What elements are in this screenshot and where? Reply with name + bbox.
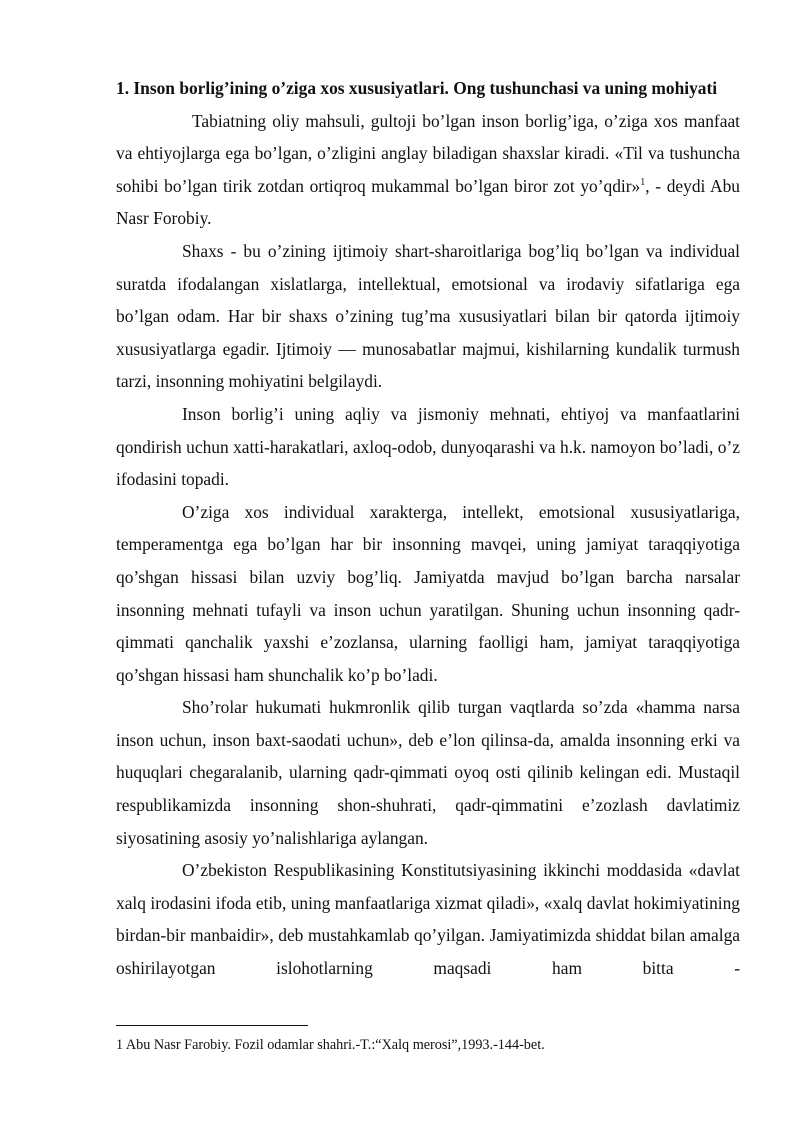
document-body [116, 72, 740, 985]
paragraph-5: Sho’rolar hukumati hukmronlik qilib turgan vaqtlarda so’zda «hamma narsa inson uchun, inson baxt-saodati uchun», deb e’lon qilinsa-da, amalda insonning erki va huquqlari chegaralanib, ularning qadr-qimmati oyoq osti qilinib kelingan edi. Mustaqil respublikamizda insonning shon-shuhrati, qadr-qimmatini e’zozlash davlatimiz siyosatining asosiy yo’nalishlariga aylangan. [116, 697, 740, 848]
paragraph-6: O’zbekiston Respublikasining Konstitutsiyasining ikkinchi moddasida «davlat xalq irodasini ifoda etib, uning manfaatlariga xizmat qiladi», «xalq davlat hokimiyatining birdan-bir manbaidir», deb mustahkamlab qo’yilgan. Jamiyatimizda shiddat bilan amalga oshirilayotgan islohotlarning maqsadi ham bitta - [116, 860, 740, 979]
paragraph-1 [116, 105, 740, 235]
footnote-reference[interactable]: 1 [640, 176, 646, 188]
paragraph-text: , - deydi Abu Nasr Forobiy. [116, 175, 740, 229]
section-heading: 1. Inson borlig’ining o’ziga xos xususiyatlari. Ong tushunchasi va uning mohiyati [116, 78, 718, 98]
paragraph-3: Inson borlig’i uning aqliy va jismoniy mehnati, ehtiyoj va manfaatlarini qondirish uchun xatti-harakatlari, axloq-odob, dunyoqarashi va h.k. namoyon bo’ladi, o’z ifodasini topadi. [116, 403, 740, 490]
footnote: 1 Abu Nasr Farobiy. Fozil odamlar shahri.-T.:“Xalq merosi”,1993.-144-bet. [116, 1037, 545, 1053]
paragraph-4: O’ziga xos individual xarakterga, intellekt, emotsional xususiyatlariga, temperamentga ega bo’lgan har bir insonning mavqei, uning jamiyat taraqqiyotiga qo’shgan hissasi bilan uzviy bog’liq. Jamiyatda mavjud bo’lgan barcha narsalar insonning mehnati tufayli va inson uchun yaratilgan. Shuning uchun insonning qadr-qimmati qanchalik yaxshi e’zozlansa, ularning faolligi ham, jamiyat taraqqiyotiga qo’shgan hissasi ham shunchalik ko’p bo’ladi. [116, 501, 740, 685]
paragraph-2: Shaxs - bu o’zining ijtimoiy shart-sharoitlariga bog’liq bo’lgan va individual suratda ifodalangan xislatlarga, intellektual, emotsional va irodaviy sifatlariga ega bo’lgan odam. Har bir shaxs o’zining tug’ma xususiyatlari bilan bir qatorda ijtimoiy xususiyatlarga egadir. Ijtimoiy — munosabatlar majmui, kishilarning kundalik turmush tarzi, insonning mohiyatini belgilaydi. [116, 240, 740, 392]
paragraph-text: Tabiatning oliy mahsuli, gultoji bo’lgan inson borlig’iga, o’ziga xos manfaat va ehtiyojlarga ega bo’lgan, o’zligini anglay biladigan shaxslar kiradi. «Til va tushuncha sohibi bo’lgan tirik zotdan ortiqroq mukammal bo’lgan biror zot yo’qdir» [116, 110, 740, 196]
footnote-separator [116, 1025, 308, 1026]
